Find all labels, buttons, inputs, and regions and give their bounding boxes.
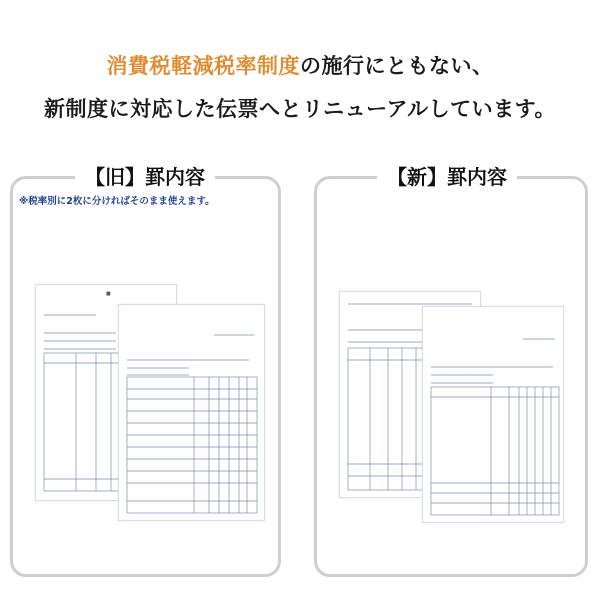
new-form-front-sheet: [422, 306, 564, 523]
headline-line1: [0, 50, 600, 80]
headline-rest: の施行にともない、: [300, 54, 494, 78]
old-panel-title: 【旧】罫内容: [75, 161, 215, 190]
headline-accent: 消費税軽減税率制度: [106, 54, 300, 78]
svg-text:■: ■: [106, 291, 111, 297]
new-form-front-drawing: [423, 307, 563, 522]
old-panel-note: ※税率別に2枚に分ければそのまま使えます。: [19, 196, 215, 207]
old-format-panel: [10, 165, 281, 577]
old-form-front-drawing: [119, 305, 264, 520]
new-format-panel: [314, 165, 588, 577]
headline-line2: 新制度に対応した伝票へとリニューアルしています。: [43, 97, 556, 121]
new-panel-title: 【新】罫内容: [377, 161, 517, 190]
old-form-front-sheet: [118, 304, 265, 521]
